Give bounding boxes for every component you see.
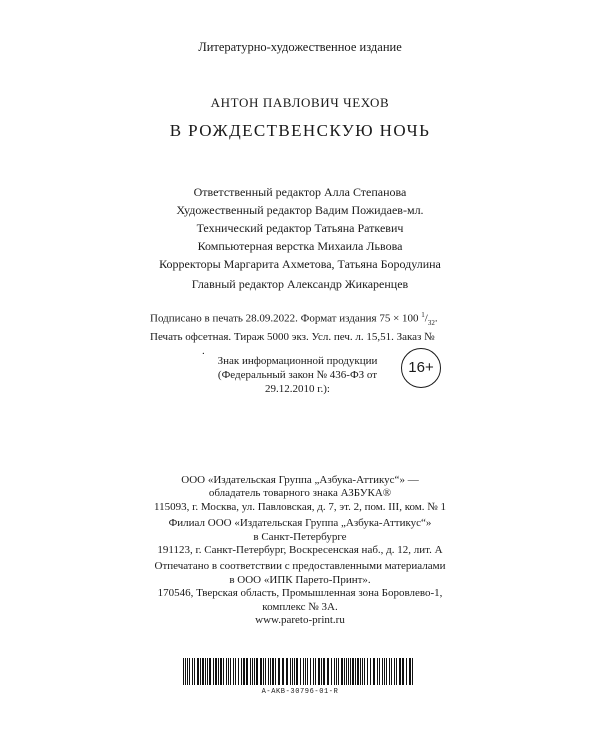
barcode-bar bbox=[200, 658, 201, 685]
barcode-bar bbox=[315, 658, 316, 685]
barcode-bar bbox=[275, 658, 276, 685]
barcode-bar bbox=[338, 658, 339, 685]
barcode-bar bbox=[292, 658, 293, 685]
barcode-bar bbox=[230, 658, 231, 685]
barcode-bar bbox=[412, 658, 413, 685]
printer-website: www.pareto-print.ru bbox=[255, 614, 345, 627]
barcode-bar bbox=[192, 658, 193, 685]
info-sign-line-1: Знак информационной продукции bbox=[217, 355, 378, 367]
barcode-bar bbox=[202, 658, 204, 685]
barcode-bar bbox=[373, 658, 375, 685]
barcode-bar bbox=[250, 658, 251, 685]
barcode-bar bbox=[307, 658, 308, 685]
printer-line: 170546, Тверская область, Промышленная зона Боровлево-1, bbox=[157, 587, 443, 600]
barcode-bar bbox=[209, 658, 211, 685]
printer-line: комплекс № 3А. bbox=[262, 600, 338, 613]
barcode-bar bbox=[409, 658, 411, 685]
barcode-bar bbox=[318, 658, 320, 685]
barcode-bar bbox=[213, 658, 214, 685]
barcode-bar bbox=[394, 658, 395, 685]
barcode-bar bbox=[384, 658, 385, 685]
edition-type: Литературно-художественное издание bbox=[198, 40, 402, 54]
branch-line: Филиал ООО «Издательская Группа „Азбука-Аттикус“» bbox=[168, 517, 432, 530]
barcode-bar bbox=[205, 658, 206, 685]
barcode-bar bbox=[270, 658, 271, 685]
printer-line: в ООО «ИПК Парето-Принт». bbox=[229, 573, 371, 586]
staff-line: Художественный редактор Вадим Пожидаев-мл. bbox=[176, 203, 424, 217]
barcode-bar bbox=[377, 658, 378, 685]
barcode-bar bbox=[334, 658, 335, 685]
barcode-bar bbox=[402, 658, 404, 685]
barcode-bar bbox=[246, 658, 248, 685]
barcode-bar bbox=[220, 658, 222, 685]
barcode-bar bbox=[286, 658, 288, 685]
barcode-bar bbox=[352, 658, 354, 685]
author-name: АНТОН ПАВЛОВИЧ ЧЕХОВ bbox=[210, 95, 390, 110]
publisher-line: обладатель товарного знака АЗБУКА® bbox=[208, 487, 392, 500]
barcode-bar bbox=[235, 658, 236, 685]
barcode-caption: A-AKB-30796-01-R bbox=[261, 688, 339, 696]
barcode-bar bbox=[282, 658, 284, 685]
barcode-bar bbox=[310, 658, 311, 685]
branch-line: в Санкт-Петербурге bbox=[253, 530, 347, 543]
barcode-bar bbox=[189, 658, 190, 685]
staff-line: Технический редактор Татьяна Раткевич bbox=[196, 221, 404, 235]
book-title: В РОЖДЕСТВЕНСКУЮ НОЧЬ bbox=[169, 121, 431, 140]
barcode-bar bbox=[294, 658, 295, 685]
barcode-bar bbox=[197, 658, 199, 685]
info-sign-line-2: (Федеральный закон № 436-ФЗ от 29.12.2010 г.): bbox=[217, 369, 378, 395]
barcode-bar bbox=[360, 658, 361, 685]
barcode-bar bbox=[344, 658, 345, 685]
publisher-info bbox=[0, 474, 600, 627]
barcode-bar bbox=[228, 658, 229, 685]
barcode-bar bbox=[268, 658, 269, 685]
barcode-bar bbox=[327, 658, 329, 685]
barcode-bar bbox=[350, 658, 351, 685]
barcode-bar bbox=[183, 658, 184, 685]
format-numerator: 1 bbox=[421, 311, 425, 319]
barcode-bar bbox=[370, 658, 371, 685]
barcode-bar bbox=[399, 658, 401, 685]
barcode-bar bbox=[290, 658, 291, 685]
barcode-bar bbox=[233, 658, 234, 685]
barcode-bar bbox=[396, 658, 397, 685]
barcode-bar bbox=[336, 658, 337, 685]
barcode-bar bbox=[238, 658, 239, 685]
barcode-bar bbox=[226, 658, 227, 685]
barcode-bar bbox=[296, 658, 298, 685]
barcode-bar bbox=[331, 658, 332, 685]
barcode-bar bbox=[303, 658, 304, 685]
barcode-bar bbox=[406, 658, 407, 685]
barcode-bar bbox=[187, 658, 188, 685]
printer-line: Отпечатано в соответствии с предоставленными материалами bbox=[154, 560, 446, 573]
barcode-bar bbox=[357, 658, 359, 685]
barcode-bar bbox=[207, 658, 208, 685]
barcode-bar bbox=[215, 658, 217, 685]
barcode-bar bbox=[348, 658, 349, 685]
barcode-bar bbox=[313, 658, 314, 685]
barcode-bar bbox=[382, 658, 383, 685]
barcode-bar bbox=[321, 658, 322, 685]
barcode-bar bbox=[218, 658, 219, 685]
publisher-line: ООО «Издательская Группа „Азбука-Аттикус“» — bbox=[181, 474, 419, 486]
barcode-bar bbox=[185, 658, 186, 685]
print-line-1: Подписано в печать 28.09.2022. Формат издания 75 × 100 $^1/_{32}$. bbox=[150, 311, 438, 327]
barcode-bar bbox=[305, 658, 306, 685]
format-denominator: 32 bbox=[427, 318, 435, 327]
staff-line: Корректоры Маргарита Ахметова, Татьяна Бородулина bbox=[159, 257, 441, 271]
barcode-bar bbox=[252, 658, 253, 685]
barcode-bar bbox=[263, 658, 264, 685]
barcode-bar bbox=[346, 658, 347, 685]
barcode-bar bbox=[278, 658, 280, 685]
barcode-bar bbox=[341, 658, 343, 685]
barcode-bar bbox=[241, 658, 242, 685]
publisher-line: 115093, г. Москва, ул. Павловская, д. 7, эт. 2, пом. III, ком. № 1 bbox=[153, 500, 446, 513]
barcode-bar bbox=[254, 658, 255, 685]
staff-line: Компьютерная верстка Михаила Львова bbox=[197, 239, 403, 253]
barcode-bar bbox=[194, 658, 195, 685]
staff-credits bbox=[0, 183, 600, 273]
branch-line: 191123, г. Санкт-Петербург, Воскресенская наб., д. 12, лит. А bbox=[157, 544, 443, 557]
barcode-bar bbox=[323, 658, 325, 685]
staff-line: Ответственный редактор Алла Степанова bbox=[193, 185, 407, 199]
barcode-bar bbox=[389, 658, 390, 685]
barcode-bar bbox=[272, 658, 274, 685]
barcode-bar bbox=[355, 658, 356, 685]
barcode-bar bbox=[362, 658, 363, 685]
print-line-2: Печать офсетная. Тираж 5000 экз. Усл. печ. л. 15,51. Заказ №. bbox=[150, 330, 435, 357]
barcode-bar bbox=[260, 658, 262, 685]
info-sign-text bbox=[195, 354, 400, 396]
barcode-bar bbox=[243, 658, 245, 685]
barcode-bar bbox=[265, 658, 266, 685]
age-rating-badge: 16+ bbox=[401, 348, 441, 388]
barcode-bar bbox=[256, 658, 258, 685]
barcode-bar bbox=[367, 658, 368, 685]
barcode-bar bbox=[391, 658, 392, 685]
barcode-bar bbox=[300, 658, 301, 685]
barcode-bar bbox=[364, 658, 365, 685]
chief-editor: Главный редактор Александр Жикаренцев bbox=[191, 277, 409, 291]
barcode-bar bbox=[386, 658, 387, 685]
barcode-bar bbox=[379, 658, 380, 685]
barcode-bar bbox=[223, 658, 224, 685]
barcode bbox=[183, 658, 417, 685]
